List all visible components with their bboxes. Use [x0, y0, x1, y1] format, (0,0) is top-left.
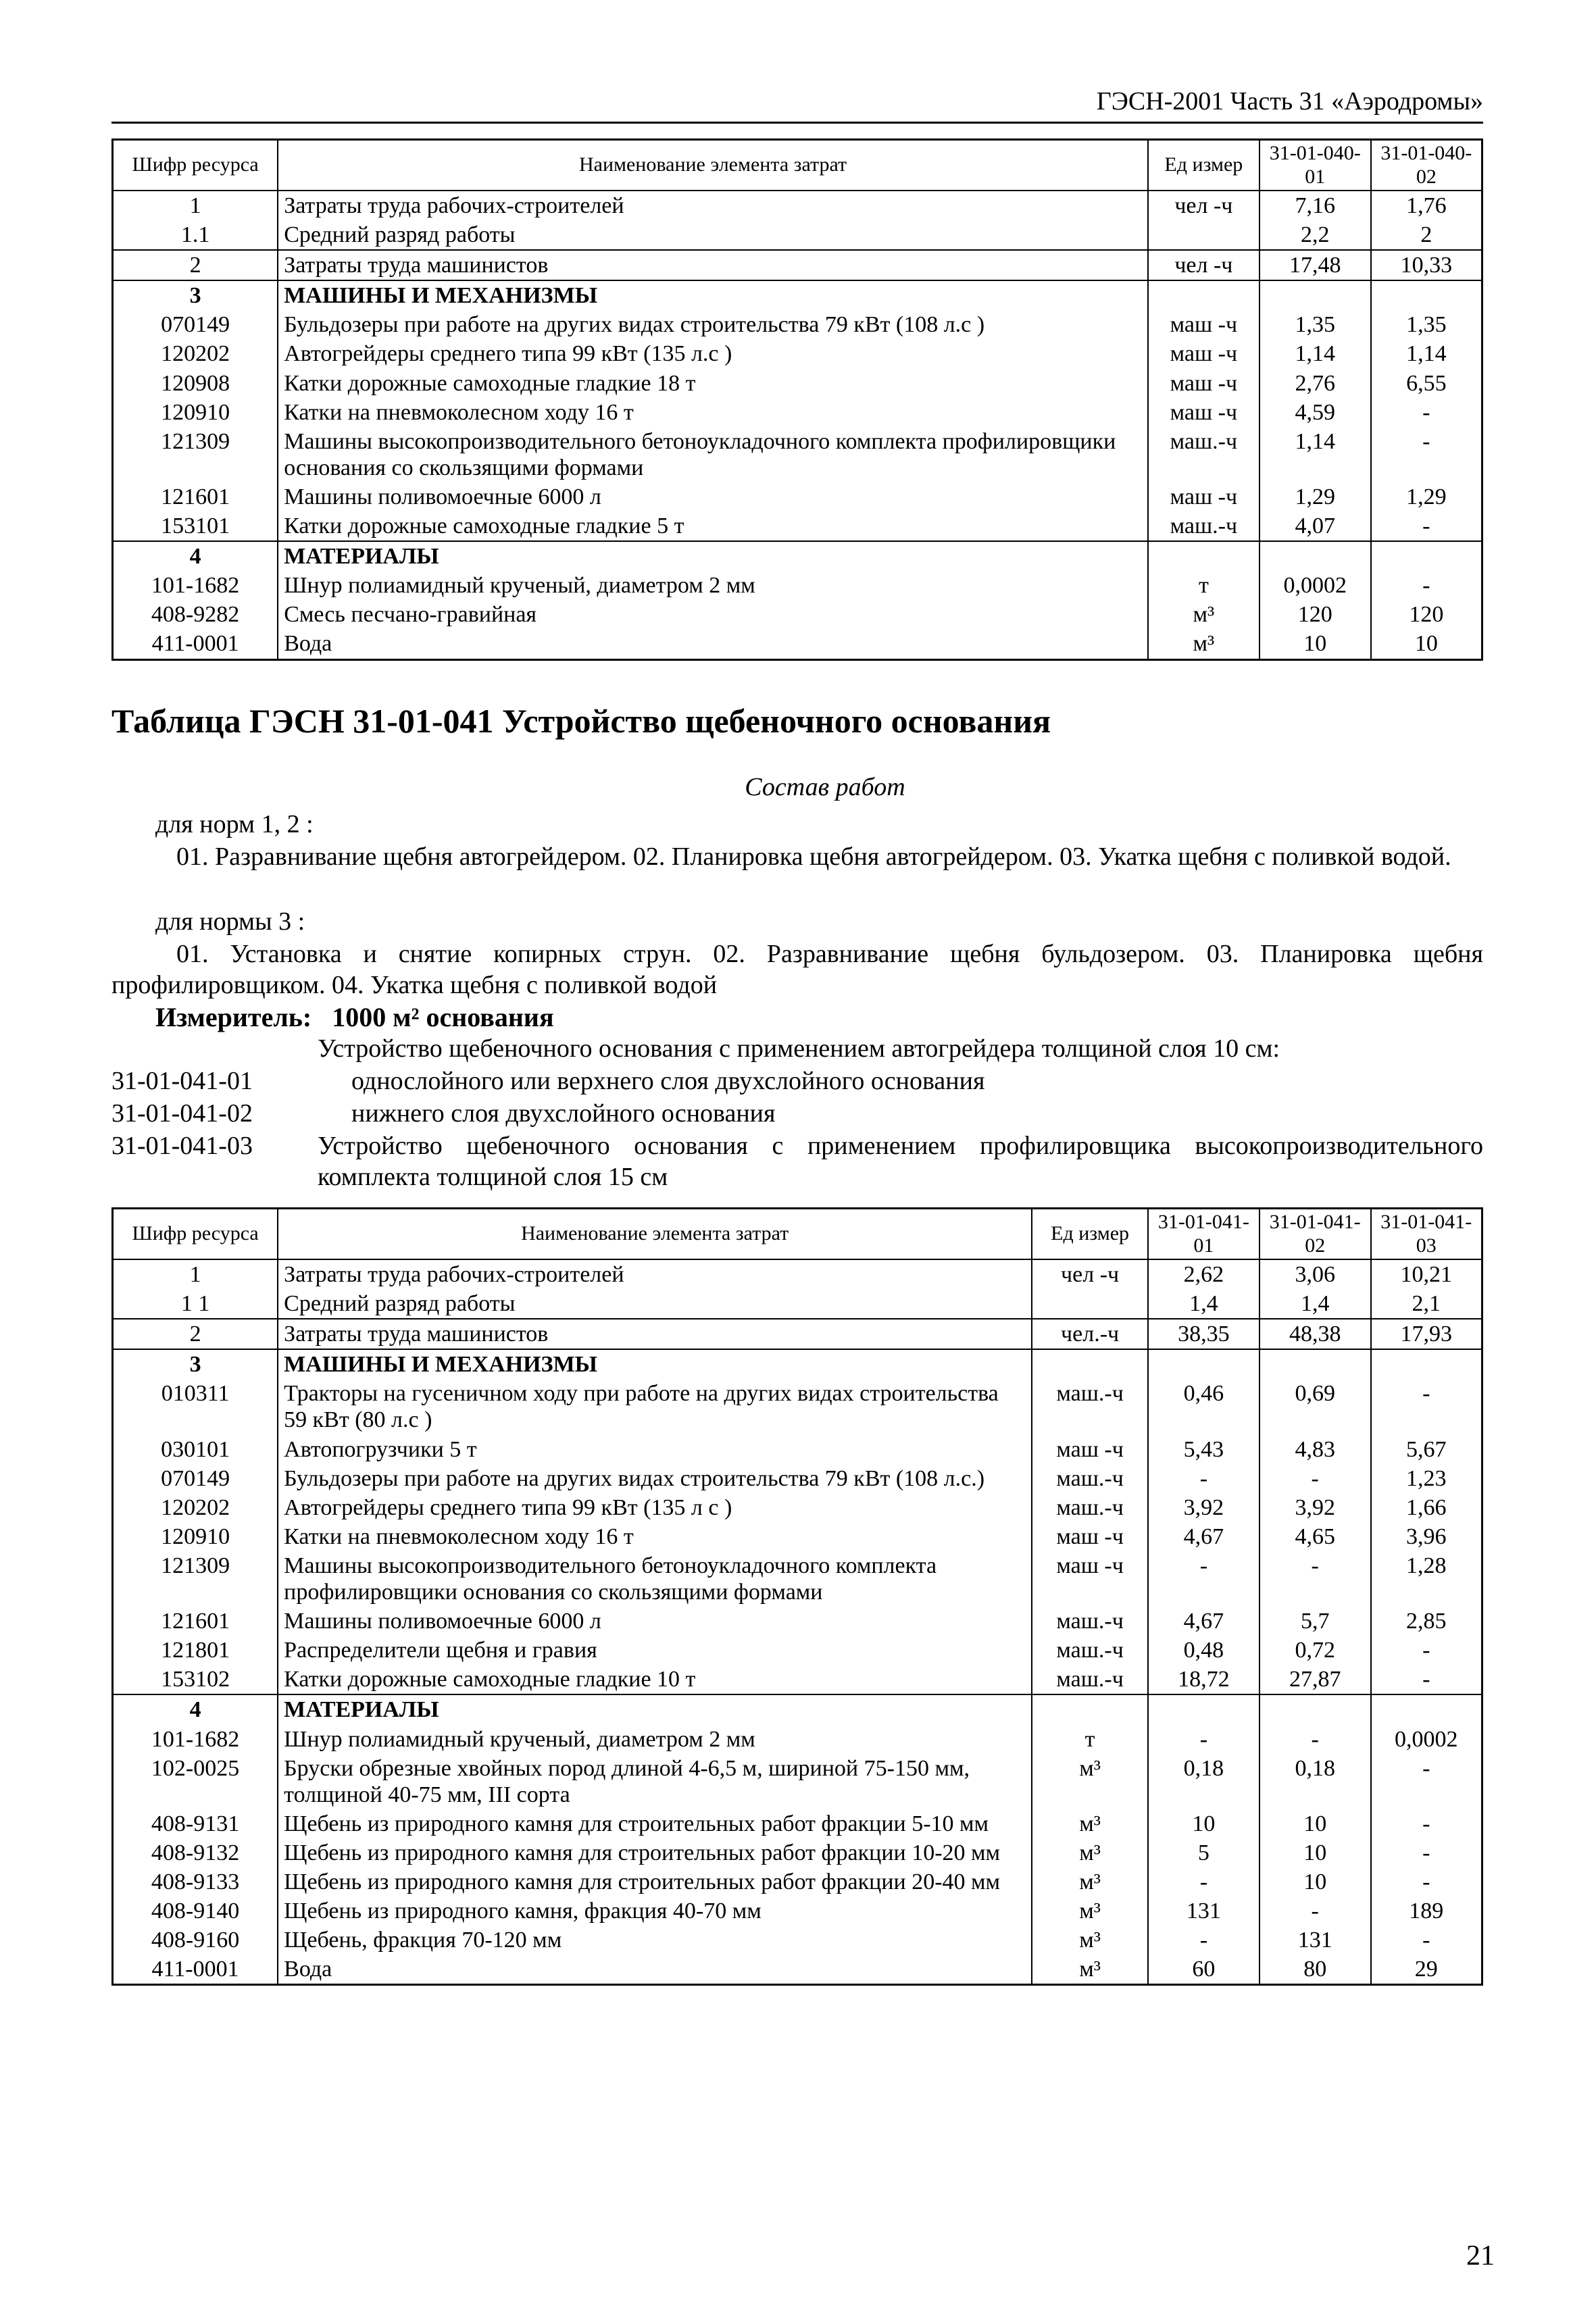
- table-row: [113, 1926, 1482, 1955]
- resource-code: 408-9133: [113, 1867, 278, 1896]
- col-norm-header: 31-01-040-02: [1371, 140, 1482, 191]
- resource-value: -: [1148, 1867, 1260, 1896]
- resource-name: Щебень из природного камня, фракция 40-70 мм: [278, 1896, 1032, 1926]
- table-row: [113, 398, 1482, 427]
- resource-value: 2,76: [1260, 369, 1371, 398]
- resource-value: 189: [1371, 1896, 1482, 1926]
- table-row: [113, 339, 1482, 368]
- resource-value: 10: [1260, 629, 1371, 659]
- resource-unit: м³: [1032, 1838, 1148, 1867]
- resource-name: Щебень из природного камня для строительных работ фракции 5-10 мм: [278, 1809, 1032, 1838]
- resource-value: -: [1148, 1464, 1260, 1493]
- resource-value: 4,67: [1148, 1522, 1260, 1551]
- resource-value: 131: [1148, 1896, 1260, 1926]
- resource-value: 120: [1260, 600, 1371, 629]
- resource-name: Машины поливомоечные 6000 л: [278, 482, 1148, 511]
- resource-code: 2: [113, 250, 278, 280]
- resource-value: 1,66: [1371, 1493, 1482, 1522]
- resource-unit: м³: [1032, 1926, 1148, 1955]
- resource-name: Тракторы на гусеничном ходу при работе на других видах строительства 59 кВт (80 л.с ): [278, 1379, 1032, 1434]
- resource-value: -: [1371, 1809, 1482, 1838]
- resource-unit: маш.-ч: [1148, 427, 1260, 482]
- table-row: [113, 1809, 1482, 1838]
- resource-code: 120910: [113, 1522, 278, 1551]
- resource-unit: м³: [1032, 1955, 1148, 1985]
- resource-value: 48,38: [1260, 1319, 1371, 1349]
- resource-value: 17,48: [1260, 250, 1371, 280]
- resource-name: Катки на пневмоколесном ходу 16 т: [278, 398, 1148, 427]
- resource-name: Машины высокопроизводительного бетоноукладочного комплекта профилировщики основания со скользящими формами: [278, 427, 1148, 482]
- resource-unit: м³: [1148, 629, 1260, 659]
- resource-unit: [1148, 220, 1260, 250]
- resource-value: [1148, 1694, 1260, 1724]
- resource-value: 4,59: [1260, 398, 1371, 427]
- resource-value: 3,06: [1260, 1259, 1371, 1289]
- resource-value: 10: [1148, 1809, 1260, 1838]
- resource-value: 17,93: [1371, 1319, 1482, 1349]
- resource-unit: [1032, 1349, 1148, 1379]
- resource-value: 1,29: [1260, 482, 1371, 511]
- resource-code: 030101: [113, 1435, 278, 1464]
- resource-name: Затраты труда машинистов: [278, 250, 1148, 280]
- resource-value: 4,83: [1260, 1435, 1371, 1464]
- table-row: [113, 1379, 1482, 1434]
- resource-value: -: [1260, 1896, 1371, 1926]
- resource-code: 4: [113, 1694, 278, 1724]
- table-header-row: [113, 1209, 1482, 1260]
- resource-unit: маш.-ч: [1032, 1665, 1148, 1694]
- section-title: Таблица ГЭСН 31-01-041 Устройство щебеночного основания: [111, 702, 1051, 740]
- resource-code: 408-9132: [113, 1838, 278, 1867]
- resource-value: -: [1148, 1725, 1260, 1754]
- resource-unit: маш -ч: [1032, 1435, 1148, 1464]
- table-row: [113, 280, 1482, 310]
- resource-unit: чел -ч: [1148, 191, 1260, 220]
- resource-value: 0,0002: [1371, 1725, 1482, 1754]
- resource-name: МАШИНЫ И МЕХАНИЗМЫ: [278, 1349, 1032, 1379]
- table-row: [113, 1435, 1482, 1464]
- table-row: [113, 571, 1482, 600]
- table-row: [113, 600, 1482, 629]
- resource-code: 010311: [113, 1379, 278, 1434]
- resource-code: 120202: [113, 1493, 278, 1522]
- resource-value: 4,67: [1148, 1607, 1260, 1636]
- norm-text: нижнего слоя двухслойного основания: [351, 1099, 776, 1128]
- resource-name: Катки на пневмоколесном ходу 16 т: [278, 1522, 1032, 1551]
- resource-value: 2: [1371, 220, 1482, 250]
- resource-unit: чел.-ч: [1032, 1319, 1148, 1349]
- col-norm-header: 31-01-040-01: [1260, 140, 1371, 191]
- resource-value: 1,14: [1371, 339, 1482, 368]
- resource-code: 120910: [113, 398, 278, 427]
- resource-code: 153102: [113, 1665, 278, 1694]
- table-row: [113, 1493, 1482, 1522]
- resource-value: 1,14: [1260, 339, 1371, 368]
- table-row: [113, 1636, 1482, 1665]
- resource-value: -: [1371, 398, 1482, 427]
- resource-value: -: [1371, 1838, 1482, 1867]
- meter-label: Измеритель:: [155, 1002, 312, 1032]
- resource-name: Автопогрузчики 5 т: [278, 1435, 1032, 1464]
- resource-value: 0,69: [1260, 1379, 1371, 1434]
- norm-text: Устройство щебеночного основания с применением профилировщика высокопроизводительного комплекта толщиной слоя 15 см: [318, 1132, 1483, 1191]
- resource-unit: маш.-ч: [1032, 1379, 1148, 1434]
- resource-name: Катки дорожные самоходные гладкие 5 т: [278, 511, 1148, 541]
- table-row: [113, 629, 1482, 659]
- resource-name: МАТЕРИАЛЫ: [278, 1694, 1032, 1724]
- table-row: [113, 1289, 1482, 1319]
- resource-value: 60: [1148, 1955, 1260, 1985]
- resource-value: -: [1371, 571, 1482, 600]
- resource-name: Распределители щебня и гравия: [278, 1636, 1032, 1665]
- table-row: [113, 1725, 1482, 1754]
- resource-value: 1,76: [1371, 191, 1482, 220]
- resource-unit: м³: [1032, 1896, 1148, 1926]
- table-row: [113, 369, 1482, 398]
- resource-value: -: [1371, 1665, 1482, 1694]
- table-row: [113, 541, 1482, 571]
- resource-value: [1371, 541, 1482, 571]
- page-number: 21: [1466, 2240, 1495, 2271]
- resource-name: Машины высокопроизводительного бетоноукладочного комплекта профилировщики основания со скользящими формами: [278, 1551, 1032, 1607]
- col-name-header: Наименование элемента затрат: [278, 1209, 1032, 1260]
- norm-code: 31-01-041-02: [111, 1099, 253, 1128]
- table-row: [113, 1754, 1482, 1809]
- resource-value: 3,92: [1260, 1493, 1371, 1522]
- resource-unit: маш.-ч: [1032, 1607, 1148, 1636]
- resource-code: 1.1: [113, 220, 278, 250]
- resource-value: 0,72: [1260, 1636, 1371, 1665]
- resource-code: 3: [113, 280, 278, 310]
- resource-name: Щебень из природного камня для строительных работ фракции 20-40 мм: [278, 1867, 1032, 1896]
- resource-value: [1260, 1694, 1371, 1724]
- resource-value: [1371, 1694, 1482, 1724]
- resource-value: -: [1371, 511, 1482, 541]
- resource-name: Автогрейдеры среднего типа 99 кВт (135 л с ): [278, 1493, 1032, 1522]
- col-norm-header: 31-01-041-02: [1260, 1209, 1371, 1260]
- resource-value: [1371, 280, 1482, 310]
- resource-value: 1,35: [1371, 310, 1482, 339]
- resource-value: -: [1371, 1379, 1482, 1434]
- resource-name: Щебень, фракция 70-120 мм: [278, 1926, 1032, 1955]
- table-row: [113, 1896, 1482, 1926]
- norm-code: 31-01-041-03: [111, 1132, 253, 1160]
- table-row: [113, 250, 1482, 280]
- col-norm-header: 31-01-041-01: [1148, 1209, 1260, 1260]
- resource-code: 1 1: [113, 1289, 278, 1319]
- resource-value: -: [1371, 1867, 1482, 1896]
- col-norm-header: 31-01-041-03: [1371, 1209, 1482, 1260]
- table-row: [113, 482, 1482, 511]
- resource-value: 5: [1148, 1838, 1260, 1867]
- resource-name: Катки дорожные самоходные гладкие 18 т: [278, 369, 1148, 398]
- resource-code: 408-9160: [113, 1926, 278, 1955]
- resource-code: 1: [113, 191, 278, 220]
- resource-value: 1,4: [1148, 1289, 1260, 1319]
- resource-code: 408-9140: [113, 1896, 278, 1926]
- header-rule: [111, 122, 1483, 124]
- resource-unit: маш.-ч: [1032, 1464, 1148, 1493]
- norm-code: 31-01-041-01: [111, 1067, 253, 1095]
- resource-value: [1371, 1349, 1482, 1379]
- resource-code: 121601: [113, 1607, 278, 1636]
- meter-value: 1000 м² основания: [332, 1002, 554, 1032]
- resource-value: 1,14: [1260, 427, 1371, 482]
- table-row: [113, 1607, 1482, 1636]
- resource-unit: маш -ч: [1148, 482, 1260, 511]
- resource-value: 131: [1260, 1926, 1371, 1955]
- resource-value: 0,18: [1148, 1754, 1260, 1809]
- resource-code: 070149: [113, 310, 278, 339]
- table-row: [113, 511, 1482, 541]
- meter: [155, 1001, 554, 1033]
- resource-value: -: [1260, 1725, 1371, 1754]
- resource-value: 80: [1260, 1955, 1371, 1985]
- table-row: [113, 427, 1482, 482]
- resource-name: Щебень из природного камня для строительных работ фракции 10-20 мм: [278, 1838, 1032, 1867]
- resource-value: -: [1371, 427, 1482, 482]
- resource-unit: маш.-ч: [1148, 511, 1260, 541]
- resource-value: -: [1260, 1551, 1371, 1607]
- resource-value: 18,72: [1148, 1665, 1260, 1694]
- resource-name: Бульдозеры при работе на других видах строительства 79 кВт (108 л.с.): [278, 1464, 1032, 1493]
- resource-value: 2,85: [1371, 1607, 1482, 1636]
- resource-value: 38,35: [1148, 1319, 1260, 1349]
- resource-value: 6,55: [1371, 369, 1482, 398]
- resource-value: -: [1371, 1926, 1482, 1955]
- for-norm-3: для нормы 3 :: [155, 907, 305, 936]
- resource-code: 4: [113, 541, 278, 571]
- resource-value: 5,43: [1148, 1435, 1260, 1464]
- resource-unit: [1032, 1694, 1148, 1724]
- resource-unit: чел -ч: [1148, 250, 1260, 280]
- resource-value: 10,21: [1371, 1259, 1482, 1289]
- col-name-header: Наименование элемента затрат: [278, 140, 1148, 191]
- resource-name: Затраты труда рабочих-строителей: [278, 1259, 1032, 1289]
- resource-name: Шнур полиамидный крученый, диаметром 2 мм: [278, 571, 1148, 600]
- table-header-row: [113, 140, 1482, 191]
- resource-name: Затраты труда машинистов: [278, 1319, 1032, 1349]
- col-code-header: Шифр ресурса: [113, 1209, 278, 1260]
- resource-value: -: [1148, 1551, 1260, 1607]
- resource-code: 120202: [113, 339, 278, 368]
- resource-value: -: [1371, 1754, 1482, 1809]
- resource-code: 121309: [113, 427, 278, 482]
- works-3: 01. Установка и снятие копирных струн. 02. Разравнивание щебня бульдозером. 03. Планировка щебня профилировщиком. 04. Укатка щебня с поливкой водой: [111, 940, 1483, 999]
- resource-name: Катки дорожные самоходные гладкие 10 т: [278, 1665, 1032, 1694]
- resource-value: 3,92: [1148, 1493, 1260, 1522]
- resource-value: 0,18: [1260, 1754, 1371, 1809]
- resource-value: [1148, 1349, 1260, 1379]
- resource-name: Вода: [278, 629, 1148, 659]
- col-code-header: Шифр ресурса: [113, 140, 278, 191]
- resource-code: 411-0001: [113, 1955, 278, 1985]
- resource-code: 1: [113, 1259, 278, 1289]
- resource-code: 153101: [113, 511, 278, 541]
- resource-unit: т: [1148, 571, 1260, 600]
- resource-name: МАШИНЫ И МЕХАНИЗМЫ: [278, 280, 1148, 310]
- table-row: [113, 1665, 1482, 1694]
- resource-unit: маш -ч: [1032, 1551, 1148, 1607]
- table-row: [113, 1349, 1482, 1379]
- resource-value: -: [1148, 1926, 1260, 1955]
- resource-value: 1,35: [1260, 310, 1371, 339]
- table-row: [113, 1867, 1482, 1896]
- resource-code: 121601: [113, 482, 278, 511]
- resource-unit: [1032, 1289, 1148, 1319]
- table-row: [113, 1319, 1482, 1349]
- col-unit-header: Ед измер: [1148, 140, 1260, 191]
- resource-unit: маш -ч: [1148, 339, 1260, 368]
- resource-name: Смесь песчано-гравийная: [278, 600, 1148, 629]
- resource-unit: [1148, 280, 1260, 310]
- resource-value: 0,0002: [1260, 571, 1371, 600]
- resource-table-041: [111, 1207, 1483, 1986]
- resource-value: 2,1: [1371, 1289, 1482, 1319]
- resource-unit: маш.-ч: [1032, 1493, 1148, 1522]
- resource-code: 070149: [113, 1464, 278, 1493]
- resource-code: 101-1682: [113, 1725, 278, 1754]
- resource-unit: м³: [1148, 600, 1260, 629]
- resource-value: 2,2: [1260, 220, 1371, 250]
- resource-name: Средний разряд работы: [278, 1289, 1032, 1319]
- resource-name: Шнур полиамидный крученый, диаметром 2 мм: [278, 1725, 1032, 1754]
- table-row: [113, 310, 1482, 339]
- resource-value: 4,65: [1260, 1522, 1371, 1551]
- resource-value: 5,67: [1371, 1435, 1482, 1464]
- resource-name: Автогрейдеры среднего типа 99 кВт (135 л.с ): [278, 339, 1148, 368]
- resource-unit: маш.-ч: [1032, 1636, 1148, 1665]
- table-row: [113, 1522, 1482, 1551]
- works-12: 01. Разравнивание щебня автогрейдером. 02. Планировка щебня автогрейдером. 03. Укатка щебня с поливкой водой.: [176, 842, 1451, 871]
- norms-intro: Устройство щебеночного основания с применением автогрейдера толщиной слоя 10 см:: [318, 1034, 1280, 1063]
- resource-value: 10: [1371, 629, 1482, 659]
- resource-name: Затраты труда рабочих-строителей: [278, 191, 1148, 220]
- col-unit-header: Ед измер: [1032, 1209, 1148, 1260]
- table-row: [113, 1259, 1482, 1289]
- resource-value: 10: [1260, 1809, 1371, 1838]
- resource-unit: маш -ч: [1148, 369, 1260, 398]
- resource-value: [1260, 280, 1371, 310]
- resource-code: 120908: [113, 369, 278, 398]
- resource-value: -: [1371, 1636, 1482, 1665]
- resource-value: 5,7: [1260, 1607, 1371, 1636]
- resource-name: Бруски обрезные хвойных пород длиной 4-6,5 м, шириной 75-150 мм, толщиной 40-75 мм, III сорта: [278, 1754, 1032, 1809]
- resource-name: Средний разряд работы: [278, 220, 1148, 250]
- norm-text: однослойного или верхнего слоя двухслойного основания: [351, 1067, 985, 1095]
- resource-code: 408-9282: [113, 600, 278, 629]
- resource-value: 0,48: [1148, 1636, 1260, 1665]
- table-row: [113, 191, 1482, 220]
- table-row: [113, 1694, 1482, 1724]
- resource-table-040: [111, 139, 1483, 661]
- resource-value: 10: [1260, 1867, 1371, 1896]
- resource-code: 408-9131: [113, 1809, 278, 1838]
- resource-value: 29: [1371, 1955, 1482, 1985]
- table-row: [113, 220, 1482, 250]
- resource-value: 120: [1371, 600, 1482, 629]
- resource-name: Бульдозеры при работе на других видах строительства 79 кВт (108 л.с ): [278, 310, 1148, 339]
- resource-code: 411-0001: [113, 629, 278, 659]
- table-row: [113, 1464, 1482, 1493]
- resource-code: 3: [113, 1349, 278, 1379]
- resource-value: 10,33: [1371, 250, 1482, 280]
- table-row: [113, 1838, 1482, 1867]
- resource-value: 2,62: [1148, 1259, 1260, 1289]
- resource-value: 7,16: [1260, 191, 1371, 220]
- resource-value: 3,96: [1371, 1522, 1482, 1551]
- resource-unit: м³: [1032, 1867, 1148, 1896]
- resource-unit: м³: [1032, 1809, 1148, 1838]
- table-row: [113, 1551, 1482, 1607]
- resource-value: 10: [1260, 1838, 1371, 1867]
- resource-unit: т: [1032, 1725, 1148, 1754]
- resource-value: 1,23: [1371, 1464, 1482, 1493]
- resource-name: Вода: [278, 1955, 1032, 1985]
- resource-unit: [1148, 541, 1260, 571]
- for-norms-12: для норм 1, 2 :: [155, 810, 314, 838]
- resource-value: 27,87: [1260, 1665, 1371, 1694]
- resource-unit: м³: [1032, 1754, 1148, 1809]
- resource-code: 102-0025: [113, 1754, 278, 1809]
- resource-unit: маш -ч: [1148, 310, 1260, 339]
- resource-code: 121801: [113, 1636, 278, 1665]
- page-header: ГЭСН-2001 Часть 31 «Аэродромы»: [1096, 87, 1483, 116]
- resource-code: 121309: [113, 1551, 278, 1607]
- resource-name: МАТЕРИАЛЫ: [278, 541, 1148, 571]
- table-row: [113, 1955, 1482, 1985]
- resource-name: Машины поливомоечные 6000 л: [278, 1607, 1032, 1636]
- resource-code: 101-1682: [113, 571, 278, 600]
- resource-code: 2: [113, 1319, 278, 1349]
- resource-value: -: [1260, 1464, 1371, 1493]
- resource-unit: маш -ч: [1032, 1522, 1148, 1551]
- resource-value: 1,4: [1260, 1289, 1371, 1319]
- resource-value: [1260, 541, 1371, 571]
- resource-value: [1260, 1349, 1371, 1379]
- resource-unit: маш -ч: [1148, 398, 1260, 427]
- resource-value: 1,29: [1371, 482, 1482, 511]
- resource-value: 0,46: [1148, 1379, 1260, 1434]
- resource-value: 4,07: [1260, 511, 1371, 541]
- resource-value: 1,28: [1371, 1551, 1482, 1607]
- composition-title: Состав работ: [745, 773, 905, 801]
- resource-unit: чел -ч: [1032, 1259, 1148, 1289]
